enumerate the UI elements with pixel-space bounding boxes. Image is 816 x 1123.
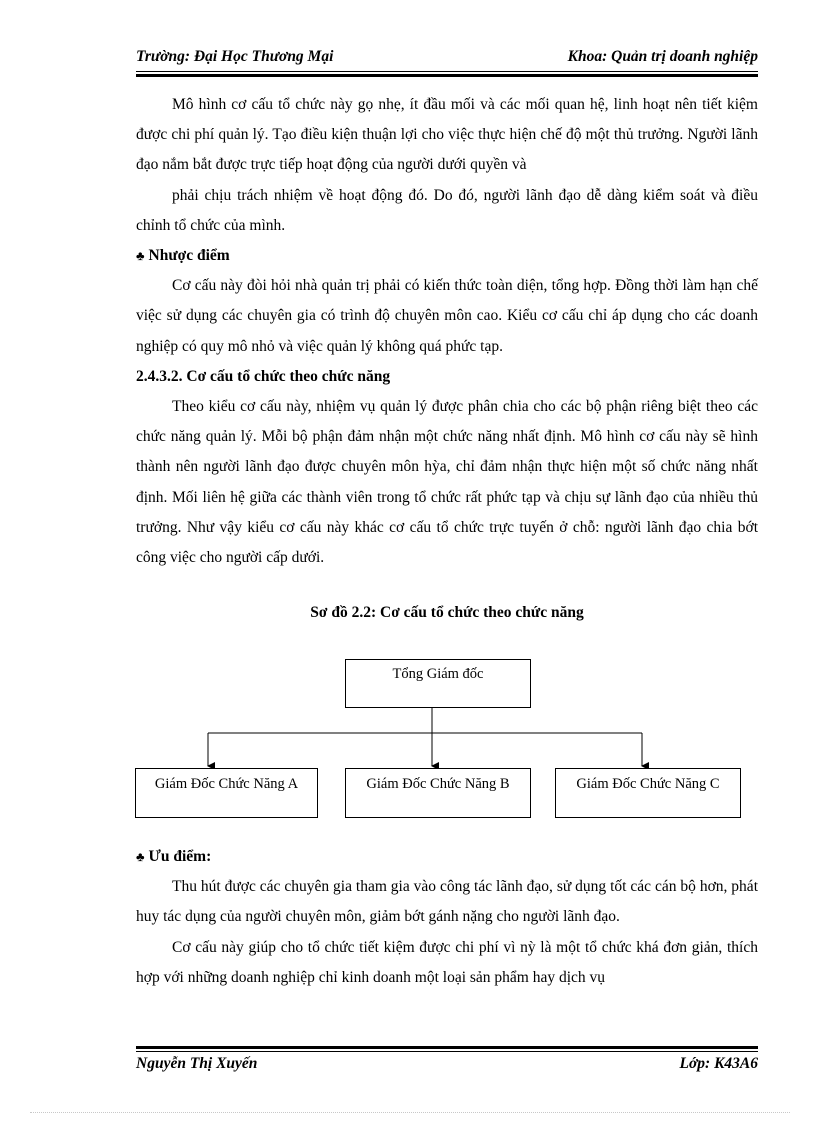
page-footer	[136, 1055, 758, 1077]
uu-diem-paragraph: Cơ cấu này giúp cho tổ chức tiết kiệm được chi phí vì nỳ là một tổ chức khá đơn giản, thích hợp với những doanh nghiệp chỉ kinh doanh một loại sản phẩm hay dịch vụ	[136, 938, 758, 986]
paragraph: Mô hình cơ cấu tổ chức này gọ nhẹ, ít đầu mối và các mối quan hệ, linh hoạt nên tiết kiệm được chi phí quản lý. Tạo điều kiện thuận lợi cho việc thực hiện chế độ một thủ trưởng. Người lãnh đạo nắm bắt được trực tiếp hoạt động của người dưới quyền và	[136, 96, 758, 174]
club-bullet-icon: ♣	[136, 849, 145, 864]
diagram-caption: Sơ đồ 2.2: Cơ cấu tổ chức theo chức năng	[310, 604, 584, 621]
uu-diem-paragraph: Thu hút được các chuyên gia tham gia vào công tác lãnh đạo, sử dụng tốt các cán bộ hơn, phát huy tác dụng của người chuyên môn, giảm bớt gánh nặng cho người lãnh đạo.	[136, 878, 758, 926]
header-school: Trường: Đại Học Thương Mại	[136, 48, 334, 65]
footer-class: Lớp: K43A6	[679, 1055, 758, 1072]
club-bullet-icon: ♣	[136, 248, 145, 264]
section-text: Theo kiểu cơ cấu này, nhiệm vụ quản lý được phân chia cho các bộ phận riêng biệt theo các chức năng quản lý. Mỗi bộ phận đảm nhận một chức năng nhất định. Mô hình cơ cấu này sẽ hình thành nên người lãnh đạo được chuyên môn hỳa, chỉ đảm nhận thực hiện một số chức năng nhất định. Mối liên hệ giữa các thành viên trong tổ chức rất phức tạp và chịu sự lãnh đạo của nhiều thủ trưởng. Như vậy kiểu cơ cấu này khác cơ cấu tổ chức trực tuyến ở chỗ: người lãnh đạo chia bớt công việc cho người cấp dưới.	[136, 398, 758, 567]
header-faculty: Khoa: Quản trị doanh nghiệp	[567, 48, 758, 65]
footer-author: Nguyễn Thị Xuyến	[136, 1055, 258, 1072]
nhuoc-diem-title: Nhược điểm	[148, 247, 230, 265]
org-node-director-b: Giám Đốc Chức Năng B	[345, 768, 531, 818]
section-heading: 2.4.3.2. Cơ cấu tổ chức theo chức năng	[136, 367, 391, 385]
paragraph: phải chịu trách nhiệm về hoạt động đó. Do đó, người lãnh đạo dễ dàng kiểm soát và điều chỉnh tổ chức của mình.	[136, 186, 758, 234]
org-node-director-a: Giám Đốc Chức Năng A	[135, 768, 318, 818]
footer-rule-thick	[136, 1046, 758, 1049]
uu-diem-title: Ưu điểm:	[148, 848, 212, 865]
nhuoc-diem-text: Cơ cấu này đòi hỏi nhà quản trị phải có kiến thức toàn diện, tổng hợp. Đồng thời làm hạn chế việc sử dụng các chuyên gia có trình độ chuyên môn cao. Kiểu cơ cấu chỉ áp dụng cho các doanh nghiệp có quy mô nhỏ và việc quản lý không quá phức tạp.	[136, 277, 758, 355]
footer-rule-thin	[136, 1051, 758, 1052]
uu-diem-heading	[136, 842, 758, 872]
org-node-director-c: Giám Đốc Chức Năng C	[555, 768, 741, 818]
page-edge-dots	[30, 1112, 790, 1113]
org-node-ceo: Tổng Giám đốc	[345, 659, 531, 708]
body-text-bottom	[136, 842, 758, 993]
